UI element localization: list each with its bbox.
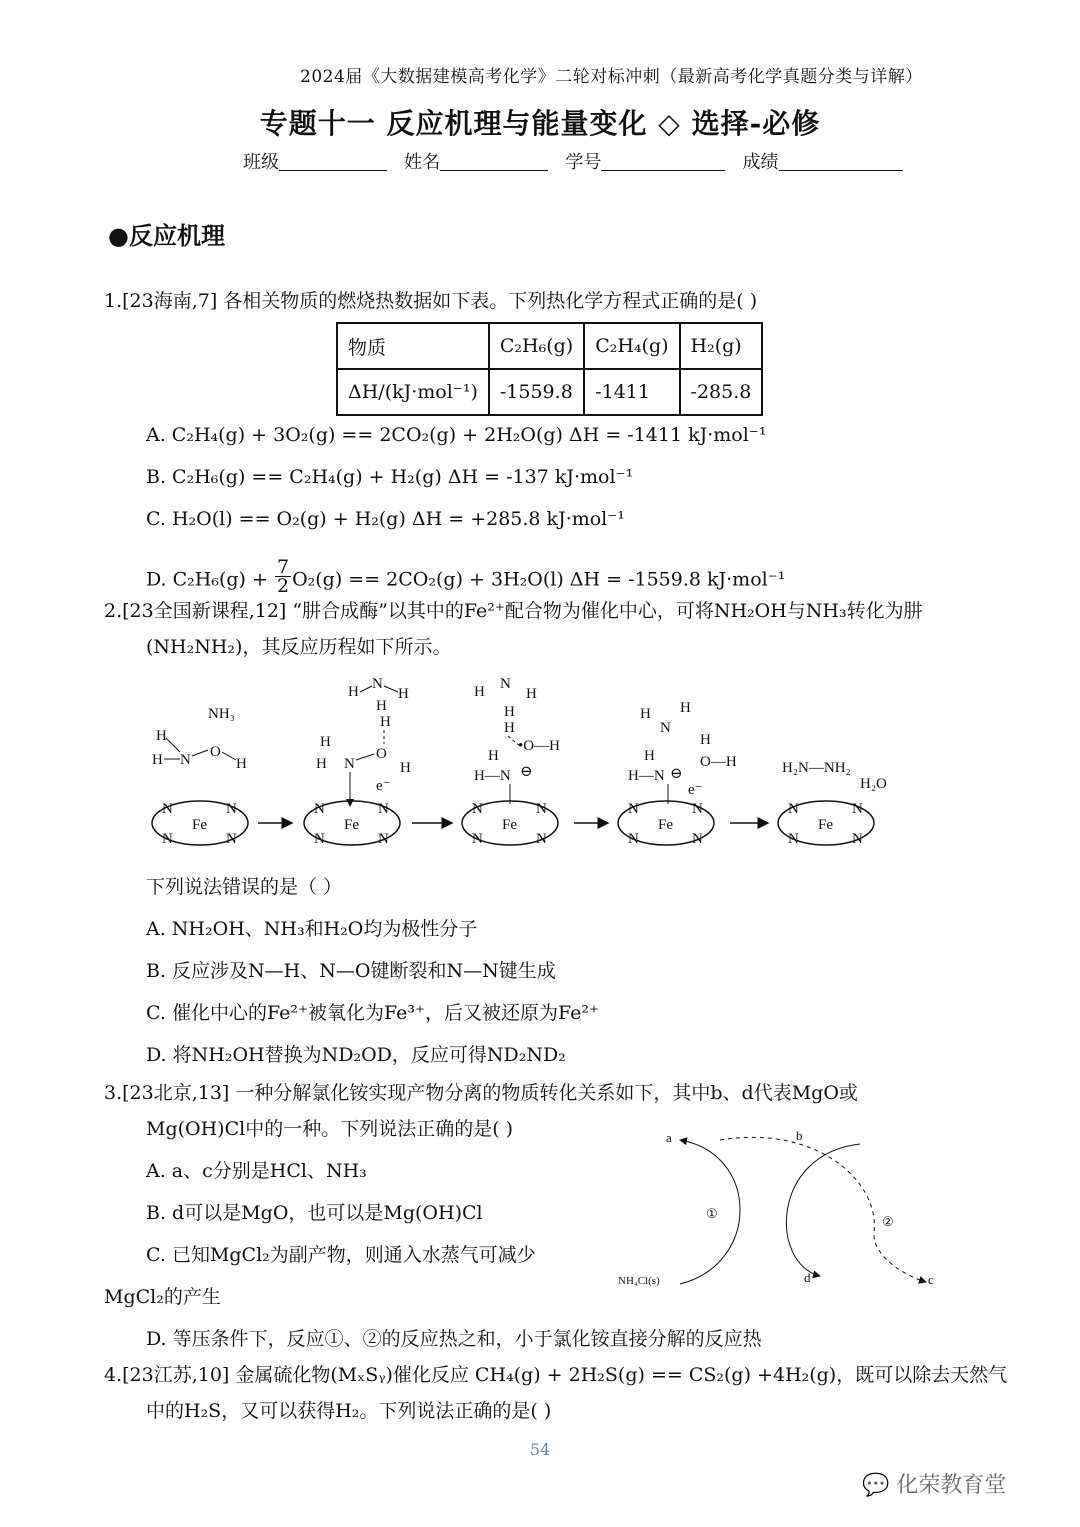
page-number: 54 (529, 1440, 551, 1459)
svg-text:N: N (660, 720, 671, 736)
svg-text:N: N (378, 831, 389, 847)
svg-text:N: N (788, 801, 799, 817)
svg-text:H: H (400, 760, 411, 776)
q1-option-d (146, 556, 786, 599)
svg-text:N: N (692, 801, 703, 817)
q3-stem-line2: Mg(OH)Cl中的一种。下列说法正确的是( ) (146, 1118, 514, 1140)
svg-text:⊖: ⊖ (520, 764, 533, 780)
svg-text:O: O (376, 746, 387, 762)
q3-option-d: D. 等压条件下，反应①、②的反应热之和，小于氯化铵直接分解的反应热 (146, 1328, 762, 1350)
svg-text:H: H (504, 704, 515, 720)
table-cell: 物质 (337, 323, 489, 369)
svg-text:H: H (320, 734, 331, 750)
svg-text:N: N (162, 831, 173, 847)
label-d: d (804, 1270, 811, 1285)
svg-text:N: N (536, 831, 547, 847)
q2-stem-line1: 2.[23全国新课程,12] “肼合成酶”以其中的Fe²⁺配合物为催化中心，可将NH₂OH与NH₃转化为肼 (104, 600, 923, 622)
class-label: 班级 (243, 152, 279, 173)
q1-d-prefix: D. C₂H₆(g) + (146, 568, 268, 591)
table-row (337, 323, 762, 369)
svg-text:•O—H: •O—H (518, 738, 560, 754)
svg-text:N: N (162, 801, 173, 817)
nh4cl-decomposition-cycle-diagram (610, 1124, 950, 1294)
hydrazine-product: H₂N—NH₂ (782, 760, 851, 776)
svg-text:H: H (644, 748, 655, 764)
q2-option-d: D. 将NH₂OH替换为ND₂OD，反应可得ND₂ND₂ (146, 1044, 566, 1066)
wechat-icon: 💬 (862, 1473, 890, 1498)
label-a: a (666, 1130, 672, 1145)
svg-text:N: N (378, 801, 389, 817)
svg-text:H: H (526, 686, 537, 702)
svg-text:N: N (852, 831, 863, 847)
svg-text:O—H: O—H (700, 754, 737, 770)
name-label: 姓名 (404, 152, 441, 173)
svg-text:N: N (536, 801, 547, 817)
q2-option-c: C. 催化中心的Fe²⁺被氧化为Fe³⁺，后又被还原为Fe²⁺ (146, 1002, 600, 1024)
svg-text:H: H (156, 728, 167, 744)
fe-complex (304, 801, 400, 847)
label-r1: ① (706, 1206, 718, 1221)
q1-stem: 1.[23海南,7] 各相关物质的燃烧热数据如下表。下列热化学方程式正确的是( ) (104, 290, 758, 312)
svg-text:O: O (210, 744, 221, 760)
svg-text:N: N (226, 831, 237, 847)
student-info-fields (243, 148, 903, 174)
svg-text:⊖: ⊖ (670, 766, 683, 782)
table-cell: -1411 (584, 369, 679, 415)
table-cell: C₂H₄(g) (584, 323, 679, 369)
series-header: 2024届《大数据建模高考化学》二轮对标冲刺（最新高考化学真题分类与详解） (300, 67, 923, 87)
q1-option-c: C. H₂O(l) == O₂(g) + H₂(g) ΔH = +285.8 kJ·mol⁻¹ (146, 508, 625, 530)
svg-text:N: N (314, 831, 325, 847)
svg-text:e⁻: e⁻ (376, 778, 391, 794)
svg-text:N: N (692, 831, 703, 847)
svg-text:H: H (504, 720, 515, 736)
svg-text:H: H (348, 684, 359, 700)
svg-text:H—N: H—N (628, 768, 665, 784)
section-heading (108, 216, 225, 251)
wechat-watermark (862, 1468, 1006, 1499)
q1-d-suffix: O₂(g) == 2CO₂(g) + 3H₂O(l) ΔH = -1559.8 kJ·mol⁻¹ (292, 568, 786, 591)
score-blank[interactable] (779, 152, 903, 171)
table-cell: H₂(g) (680, 323, 763, 369)
id-blank[interactable] (601, 152, 725, 171)
fe-complex (152, 801, 248, 847)
fe-complex (778, 801, 874, 847)
svg-text:H: H (376, 698, 387, 714)
water-product: H₂O (860, 776, 887, 792)
q2-option-b: B. 反应涉及N—H、N—O键断裂和N—N键生成 (146, 960, 556, 982)
table-cell: C₂H₆(g) (489, 323, 584, 369)
q2-stem-line2: (NH₂NH₂)，其反应历程如下所示。 (146, 636, 452, 658)
q3-option-b: B. d可以是MgO，也可以是Mg(OH)Cl (146, 1202, 483, 1224)
stage-3 (462, 676, 560, 847)
score-label: 成绩 (742, 152, 779, 173)
table-row (337, 369, 762, 415)
combustion-heat-table (336, 322, 763, 416)
watermark-text: 化荣教育堂 (896, 1473, 1007, 1498)
svg-text:N: N (472, 831, 483, 847)
svg-text:Fe: Fe (818, 817, 833, 833)
svg-text:N: N (852, 801, 863, 817)
fe-complex (618, 801, 714, 847)
stage-1 (152, 706, 248, 847)
svg-text:N: N (226, 801, 237, 817)
fraction-numerator: 7 (276, 556, 290, 578)
q3-option-c-line1: C. 已知MgCl₂为副产物，则通入水蒸气可减少 (146, 1244, 536, 1266)
svg-text:N: N (314, 801, 325, 817)
svg-text:e⁻: e⁻ (688, 782, 703, 798)
svg-text:H: H (316, 756, 327, 772)
q3-option-c-line2: MgCl₂的产生 (104, 1286, 221, 1308)
nh3-label: NH₃ (208, 706, 235, 722)
q2-option-a: A. NH₂OH、NH₃和H₂O均为极性分子 (146, 918, 478, 940)
svg-text:H: H (700, 732, 711, 748)
table-cell: ΔH/(kJ·mol⁻¹) (337, 369, 489, 415)
hydrazine-synthase-mechanism-diagram (140, 668, 900, 868)
fraction-seven-halves (275, 558, 291, 595)
svg-text:N: N (344, 756, 355, 772)
label-c: c (928, 1272, 934, 1287)
stage-5 (778, 760, 887, 847)
name-blank[interactable] (440, 152, 548, 171)
svg-text:H: H (680, 700, 691, 716)
section-title: 反应机理 (128, 221, 225, 250)
svg-text:Fe: Fe (344, 817, 359, 833)
svg-text:Fe: Fe (658, 817, 673, 833)
svg-text:H: H (640, 706, 651, 722)
q2-ask: 下列说法错误的是（ ） (146, 876, 343, 898)
stage-2 (304, 676, 411, 847)
svg-text:N: N (180, 752, 191, 768)
stage-4 (618, 700, 737, 847)
q3-stem-line1: 3.[23北京,13] 一种分解氯化铵实现产物分离的物质转化关系如下，其中b、d代表MgO或 (104, 1082, 858, 1104)
label-r2: ② (882, 1214, 894, 1229)
id-label: 学号 (565, 152, 602, 173)
q4-stem-line2: 中的H₂S，又可以获得H₂。下列说法正确的是( ) (146, 1400, 552, 1422)
fe-complex (462, 801, 558, 847)
svg-text:H: H (488, 748, 499, 764)
svg-text:Fe: Fe (502, 817, 517, 833)
svg-text:N: N (472, 801, 483, 817)
svg-text:H: H (380, 714, 391, 730)
fraction-denominator: 2 (276, 575, 290, 597)
table-cell: -285.8 (680, 369, 763, 415)
q1-option-a: A. C₂H₄(g) + 3O₂(g) == 2CO₂(g) + 2H₂O(g) ΔH = -1411 kJ·mol⁻¹ (146, 424, 767, 446)
svg-text:H: H (398, 686, 409, 702)
q3-option-a: A. a、c分别是HCl、NH₃ (146, 1160, 367, 1182)
q4-stem-line1: 4.[23江苏,10] 金属硫化物(MₓSᵧ)催化反应 CH₄(g) + 2H₂S(g) == CS₂(g) +4H₂(g)，既可以除去天然气 (104, 1364, 1008, 1386)
svg-text:Fe: Fe (192, 817, 207, 833)
bullet-icon: ● (108, 221, 129, 250)
label-b: b (796, 1128, 803, 1143)
svg-text:N: N (628, 831, 639, 847)
class-blank[interactable] (279, 152, 387, 171)
svg-text:H: H (474, 684, 485, 700)
svg-text:H: H (152, 752, 163, 768)
page-title: 专题十一 反应机理与能量变化 ◇ 选择-必修 (259, 107, 821, 140)
label-nh4cl: NH₄Cl(s) (618, 1275, 660, 1287)
q1-option-b: B. C₂H₆(g) == C₂H₄(g) + H₂(g) ΔH = -137 kJ·mol⁻¹ (146, 466, 634, 488)
table-cell: -1559.8 (489, 369, 584, 415)
svg-text:N: N (500, 676, 511, 692)
svg-text:H: H (236, 756, 247, 772)
svg-text:N: N (788, 831, 799, 847)
svg-text:N: N (628, 801, 639, 817)
svg-text:H—N: H—N (474, 768, 511, 784)
svg-text:N: N (372, 676, 383, 692)
